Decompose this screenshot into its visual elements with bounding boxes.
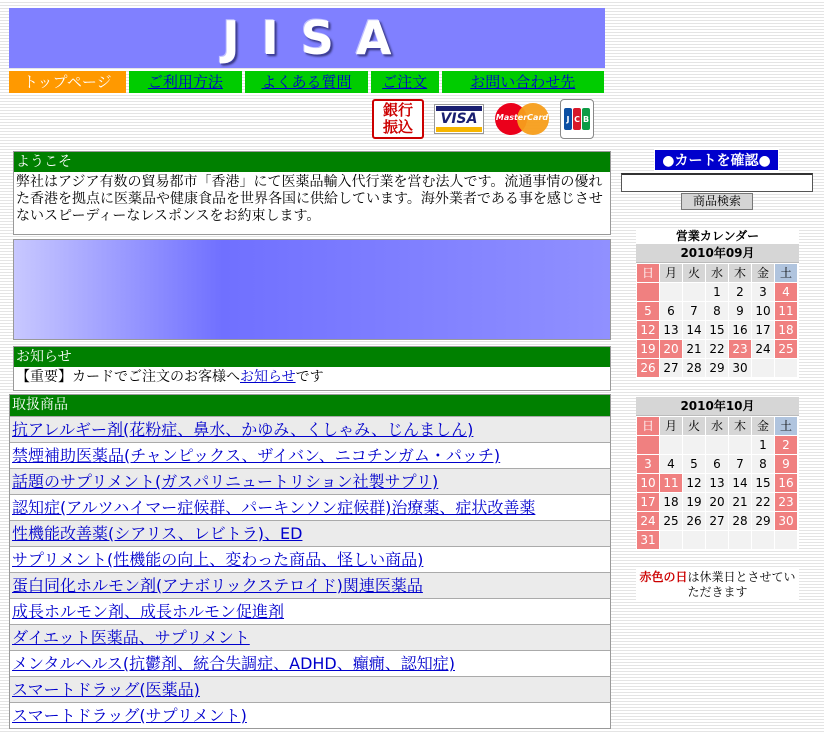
product-category-link[interactable]: 性機能改善薬(シアリス、レビトラ)、ED: [12, 524, 303, 543]
calendar-empty-cell: [683, 283, 705, 301]
calendar-empty-cell: [729, 531, 751, 549]
calendar-day: 25: [660, 512, 682, 530]
calendar-day: 14: [683, 321, 705, 339]
product-category-row: [10, 650, 610, 676]
calendar-day: 2: [729, 283, 751, 301]
calendar-day: 19: [683, 493, 705, 511]
calendar-holiday: 4: [775, 283, 797, 301]
calendar-holiday: 23: [775, 493, 797, 511]
calendar-holiday: 23: [729, 340, 751, 358]
jcb-letter-c: C: [573, 108, 581, 130]
calendar-holiday: 12: [637, 321, 659, 339]
product-category-row: [10, 624, 610, 650]
calendar-holiday: 30: [775, 512, 797, 530]
calendar-holiday: 20: [660, 340, 682, 358]
calendar-holiday: 11: [660, 474, 682, 492]
calendar-empty-cell: [660, 283, 682, 301]
calendar-day: 22: [706, 340, 728, 358]
calendar-holiday: 2: [775, 436, 797, 454]
calendar-day: 28: [683, 359, 705, 377]
calendar-month-label: 2010年09月: [636, 244, 799, 263]
calendar-holiday: 9: [775, 455, 797, 473]
welcome-section: [13, 151, 611, 235]
promo-banner: [13, 239, 611, 340]
calendar-weekday: 日: [637, 417, 659, 435]
calendar-holiday: 26: [637, 359, 659, 377]
calendar-weekday: 土: [775, 417, 797, 435]
calendar-note-highlight: 赤色の日: [639, 570, 688, 584]
calendar-october: [636, 397, 799, 550]
calendar-weekday: 月: [660, 264, 682, 282]
calendar-day: 18: [660, 493, 682, 511]
business-calendar-title: 営業カレンダー: [636, 228, 799, 244]
calendar-grid: [636, 416, 799, 550]
products-heading: 取扱商品: [10, 395, 610, 416]
notice-section: [13, 346, 611, 391]
calendar-month-label: 2010年10月: [636, 397, 799, 416]
calendar-day: 24: [752, 340, 774, 358]
product-category-link[interactable]: 成長ホルモン剤、成長ホルモン促進剤: [12, 602, 285, 621]
calendar-day: 26: [683, 512, 705, 530]
calendar-weekday: 水: [706, 264, 728, 282]
jcb-letter-b: B: [582, 108, 590, 130]
calendar-empty-cell: [683, 436, 705, 454]
calendar-holiday: 10: [637, 474, 659, 492]
calendar-day: 6: [660, 302, 682, 320]
calendar-day: 15: [752, 474, 774, 492]
calendar-weekday: 木: [729, 417, 751, 435]
calendar-note: [636, 569, 799, 602]
bank-transfer-logo: [372, 99, 424, 139]
calendar-day: 1: [752, 436, 774, 454]
calendar-day: 12: [683, 474, 705, 492]
product-category-row: [10, 494, 610, 520]
calendar-day: 7: [683, 302, 705, 320]
welcome-heading: ようこそ: [14, 152, 610, 172]
calendar-empty-cell: [683, 531, 705, 549]
calendar-holiday: 19: [637, 340, 659, 358]
calendar-empty-cell: [729, 436, 751, 454]
mastercard-logo-text: MasterCard: [495, 113, 549, 122]
calendar-weekday: 金: [752, 417, 774, 435]
mastercard-logo: [494, 102, 550, 136]
calendar-day: 4: [660, 455, 682, 473]
site-title: JISA: [222, 11, 414, 65]
welcome-text: 弊社はアジア有数の貿易都市「香港」にて医薬品輸入代行業を営む法人です。流通事情の優れた香港を拠点に医薬品や健康食品を世界各国に供給しています。海外業者である事を感じさせないスピーディーなレスポンスをお約束します。: [16, 174, 603, 224]
calendar-holiday: 5: [637, 302, 659, 320]
calendar-day: 10: [752, 302, 774, 320]
product-category-row: [10, 676, 610, 702]
product-category-row: [10, 702, 610, 728]
main-nav: [9, 71, 607, 93]
notice-text: [14, 367, 610, 389]
calendar-day: 29: [706, 359, 728, 377]
product-category-link[interactable]: 認知症(アルツハイマー症候群、パーキンソン症候群)治療薬、症状改善薬: [12, 498, 536, 517]
view-cart-button[interactable]: ●カートを確認●: [654, 149, 779, 171]
product-category-link[interactable]: ダイエット医薬品、サプリメント: [12, 628, 250, 647]
product-category-link[interactable]: スマートドラッグ(サプリメント): [12, 706, 247, 725]
calendar-weekday: 日: [637, 264, 659, 282]
calendar-weekday: 月: [660, 417, 682, 435]
product-list: [10, 416, 610, 728]
calendar-holiday: 11: [775, 302, 797, 320]
calendar-holiday: 25: [775, 340, 797, 358]
product-category-link[interactable]: サプリメント(性機能の向上、変わった商品、怪しい商品): [12, 550, 424, 569]
product-search-input[interactable]: [621, 173, 813, 192]
product-category-link[interactable]: スマートドラッグ(医薬品): [12, 680, 200, 699]
product-category-row: [10, 520, 610, 546]
calendar-empty-cell: [752, 531, 774, 549]
calendar-weekday: 水: [706, 417, 728, 435]
bank-logo-line1: 銀行: [382, 101, 413, 119]
calendar-note-text: は休業日とさせていただきます: [687, 570, 796, 599]
visa-logo-text: VISA: [440, 111, 478, 127]
site-banner[interactable]: [9, 8, 605, 68]
jcb-logo: [560, 99, 594, 139]
nav-faq[interactable]: よくある質問: [245, 71, 368, 93]
product-search-button[interactable]: 商品検索: [681, 193, 753, 210]
calendar-empty-cell: [660, 531, 682, 549]
calendar-holiday: 24: [637, 512, 659, 530]
calendar-day: 21: [729, 493, 751, 511]
calendar-day: 9: [729, 302, 751, 320]
calendar-day: 27: [660, 359, 682, 377]
product-category-row: [10, 468, 610, 494]
calendar-empty-cell: [660, 436, 682, 454]
calendar-day: 8: [752, 455, 774, 473]
visa-logo: [434, 104, 484, 134]
product-category-link[interactable]: 禁煙補助医薬品(チャンピックス、ザイバン、ニコチンガム・パッチ): [12, 446, 501, 465]
calendar-holiday: 18: [775, 321, 797, 339]
product-category-link[interactable]: 蛋白同化ホルモン剤(アナボリックステロイド)関連医薬品: [12, 576, 423, 595]
calendar-day: 3: [752, 283, 774, 301]
calendar-day: 6: [706, 455, 728, 473]
calendar-day: 21: [683, 340, 705, 358]
calendar-holiday: 3: [637, 455, 659, 473]
calendar-day: 5: [683, 455, 705, 473]
calendar-day: 14: [729, 474, 751, 492]
calendar-holiday: 16: [775, 474, 797, 492]
calendar-day: 16: [729, 321, 751, 339]
calendar-day: 29: [752, 512, 774, 530]
calendar-weekday: 木: [729, 264, 751, 282]
calendar-empty-cell: [637, 436, 659, 454]
calendar-holiday: 17: [637, 493, 659, 511]
product-category-link[interactable]: メンタルヘルス(抗鬱剤、統合失調症、ADHD、癲癇、認知症): [12, 654, 455, 673]
calendar-day: 28: [729, 512, 751, 530]
calendar-day: 15: [706, 321, 728, 339]
calendar-day: 22: [752, 493, 774, 511]
calendar-day: 17: [752, 321, 774, 339]
calendar-september: [636, 244, 799, 378]
product-category-row: [10, 416, 610, 442]
calendar-weekday: 金: [752, 264, 774, 282]
calendar-day: 7: [729, 455, 751, 473]
calendar-grid: [636, 263, 799, 378]
calendar-weekday: 土: [775, 264, 797, 282]
calendar-weekday: 火: [683, 264, 705, 282]
calendar-day: 13: [706, 474, 728, 492]
calendar-empty-cell: [775, 531, 797, 549]
product-category-row: [10, 572, 610, 598]
product-category-row: [10, 598, 610, 624]
product-category-link[interactable]: 話題のサプリメント(ガスパリニュートリション社製サプリ): [12, 472, 439, 491]
calendar-day: 13: [660, 321, 682, 339]
calendar-empty-cell: [775, 359, 797, 377]
product-category-row: [10, 546, 610, 572]
jcb-letter-j: J: [564, 108, 572, 130]
nav-contact[interactable]: お問い合わせ先: [442, 71, 604, 93]
notice-prefix: 【重要】カードでご注文のお客様へ: [16, 369, 240, 385]
product-category-link[interactable]: 抗アレルギー剤(花粉症、鼻水、かゆみ、くしゃみ、じんましん): [12, 420, 474, 439]
calendar-empty-cell: [706, 531, 728, 549]
calendar-day: 8: [706, 302, 728, 320]
nav-top-page[interactable]: トップページ: [9, 71, 126, 93]
nav-order[interactable]: ご注文: [371, 71, 439, 93]
bank-logo-line2: 振込: [382, 118, 413, 136]
notice-suffix: です: [295, 369, 324, 385]
calendar-holiday: 31: [637, 531, 659, 549]
calendar-day: 20: [706, 493, 728, 511]
products-section: [9, 394, 611, 729]
calendar-day: 1: [706, 283, 728, 301]
notice-link[interactable]: お知らせ: [240, 369, 296, 385]
notice-heading: お知らせ: [14, 347, 610, 367]
payment-methods: [372, 97, 594, 141]
nav-how-to-use[interactable]: ご利用方法: [129, 71, 243, 93]
calendar-empty-cell: [706, 436, 728, 454]
calendar-empty-cell: [752, 359, 774, 377]
calendar-day: 27: [706, 512, 728, 530]
calendar-empty-cell: [637, 283, 659, 301]
calendar-weekday: 火: [683, 417, 705, 435]
product-category-row: [10, 442, 610, 468]
calendar-day: 30: [729, 359, 751, 377]
